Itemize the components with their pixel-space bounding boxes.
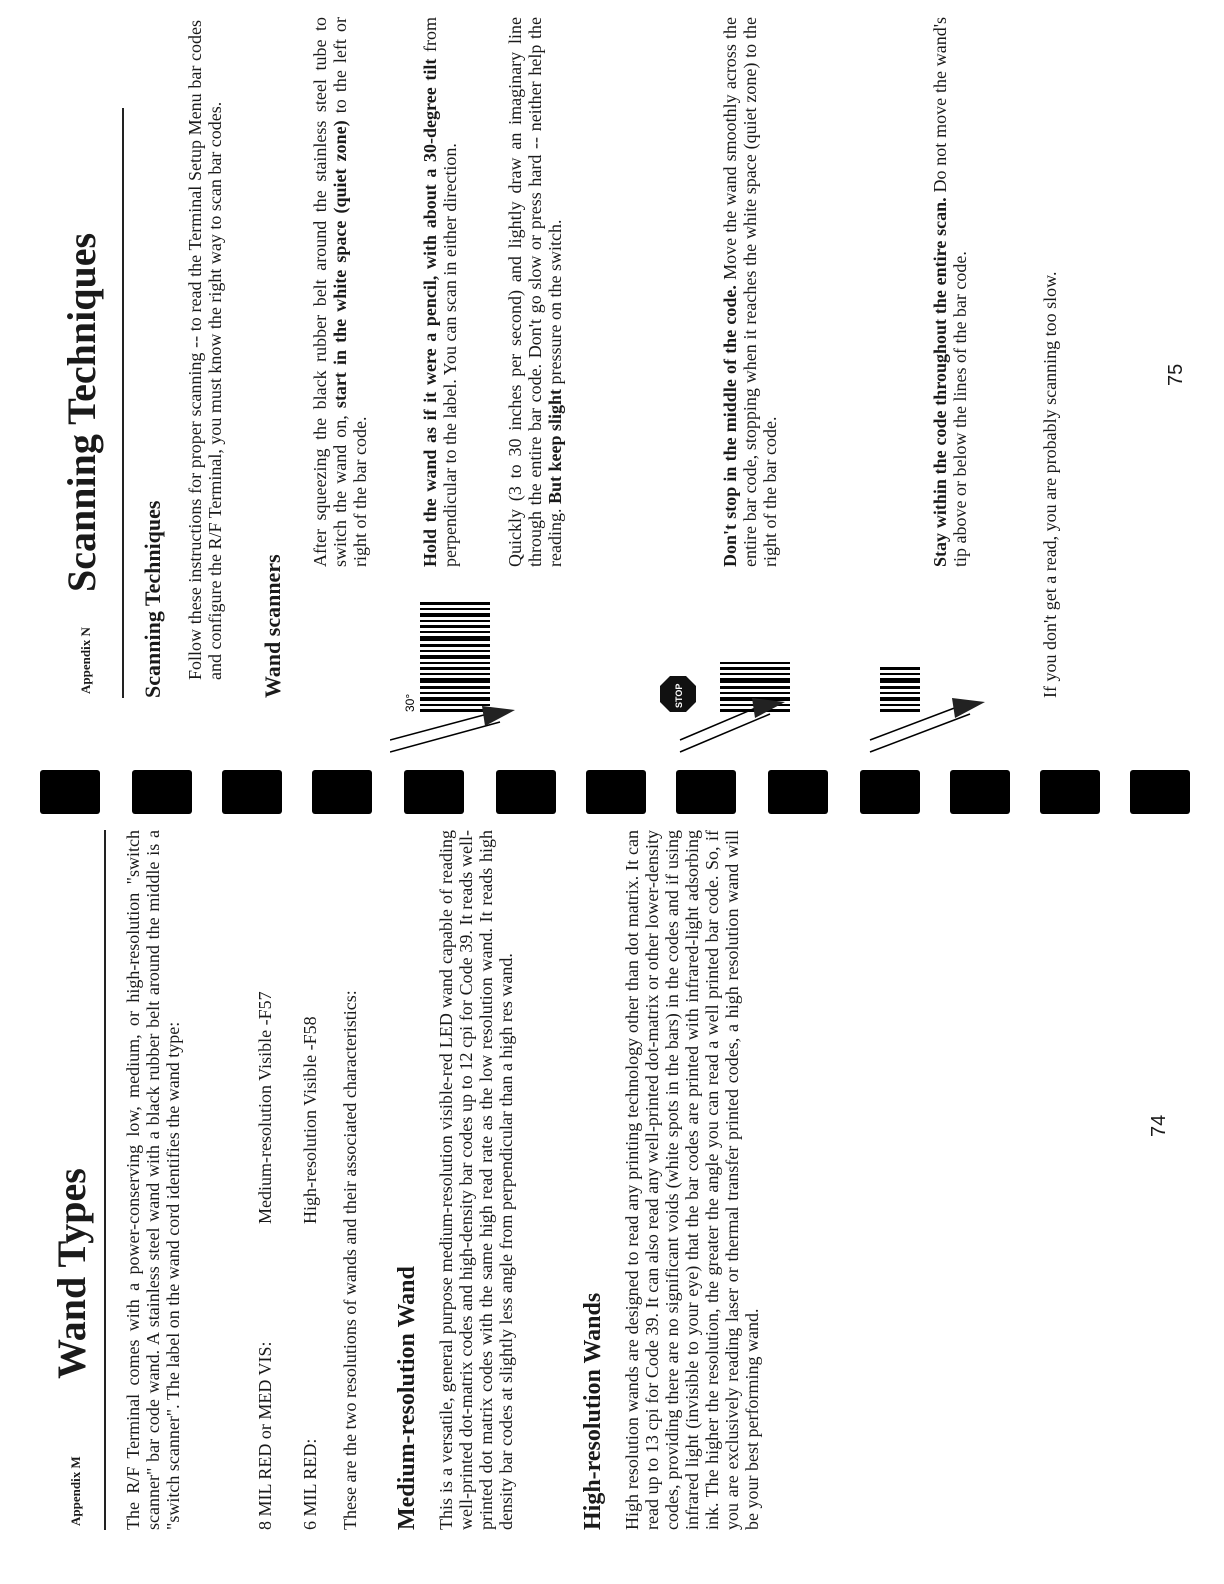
step-2-paragraph: Hold the wand as if it were a pencil, with about a 30-degree tilt from perpendicular to the label. You can scan in either direction. bbox=[420, 17, 460, 567]
step-3-paragraph: Quickly (3 to 30 inches per second) and lightly draw an imaginary line through the entire bar code. Don't go slow or press hard -- neither help the reading. But keep slight pressure on the switch. bbox=[505, 17, 565, 567]
intro-paragraph: Follow these instructions for proper scanning -- to read the Terminal Setup Menu bar codes and configure the R/F Terminal, you must know the right way to scan bar codes. bbox=[185, 20, 225, 680]
wand-type-label-1: 8 MIL RED or MED VIS: bbox=[255, 1341, 275, 1530]
binding-coil bbox=[222, 770, 282, 814]
wand-type-value-2: High-resolution Visible -F58 bbox=[300, 1016, 320, 1224]
binding-coil bbox=[40, 770, 100, 814]
binding-coil bbox=[312, 770, 372, 814]
page-number: 75 bbox=[1165, 363, 1187, 386]
binding-coil bbox=[1040, 770, 1100, 814]
binding-coil bbox=[132, 770, 192, 814]
svg-text:STOP: STOP bbox=[674, 683, 684, 708]
stop-illustration bbox=[660, 662, 790, 752]
header-rule bbox=[104, 830, 106, 1530]
page-number: 74 bbox=[1148, 1114, 1170, 1137]
wand-type-value-1: Medium-resolution Visible -F57 bbox=[255, 991, 275, 1224]
medium-resolution-paragraph: This is a versatile, general purpose medium-resolution visible-red LED wand capable of reading well-printed dot-matrix codes and high-density bar codes up to 12 cpi for Code 39. It reads well-printed dot matrix codes with the same high read rate as the low resolution wand. It reads high density bar codes at slightly less angle from perpendicular than a high res wand. bbox=[436, 830, 516, 1530]
step-5-paragraph: Stay within the code throughout the entire scan. Do not move the wand's tip above or below the lines of the bar code. bbox=[930, 17, 970, 567]
high-resolution-paragraph: High resolution wands are designed to read any printing technology other than dot matrix. It can read up to 13 cpi for Code 39. It can also read any well-printed dot-matrix or other lower-density codes, providing there are no significant voids (white spots in the bars) in the codes and if using infrared light (invisible to your eye) that the bar codes are printed with infrared-light adsorbing ink. The higher the resolution, the greater the angle you can read a well printed bar code. So, if you are exclusively reading laser or thermal transfer printed codes, a high resolution wand will be your best performing wand. bbox=[622, 830, 762, 1530]
step-4-paragraph: Don't stop in the middle of the code. Move the wand smoothly across the entire bar code, stopping when it reaches the white space (quiet zone) to the right of the bar code. bbox=[720, 16, 780, 567]
wand-illustrations bbox=[390, 572, 1010, 792]
binding-coil bbox=[1130, 770, 1190, 814]
section-heading: Scanning Techniques bbox=[140, 500, 165, 698]
wand-scanners-heading: Wand scanners bbox=[260, 554, 285, 698]
high-resolution-heading: High-resolution Wands bbox=[580, 1292, 606, 1530]
tilted-wand-illustration bbox=[390, 602, 515, 752]
appendix-label: Appendix M bbox=[68, 1456, 83, 1526]
wand-type-label-2: 6 MIL RED: bbox=[300, 1438, 320, 1530]
intro-paragraph: The R/F Terminal comes with a power-conserving low, medium, or high-resolution "switch scanner" bar code wand. A stainless steel wand with a black rubber belt around the middle is a "switch scanner". The label on the wand cord identifies the wand type: bbox=[123, 830, 183, 1530]
outro-paragraph: If you don't get a read, you are probably scanning too slow. bbox=[1040, 271, 1060, 698]
medium-resolution-heading: Medium-resolution Wand bbox=[394, 1266, 420, 1530]
resolutions-paragraph: These are the two resolutions of wands and their associated characteristics: bbox=[340, 990, 360, 1530]
step-1-paragraph: After squeezing the black rubber belt around the stainless steel tube to switch the wand on, start in the white space (quiet zone) to the left or right of the bar code. bbox=[310, 16, 370, 567]
page-title: Scanning Techniques bbox=[59, 232, 104, 592]
stay-within-illustration bbox=[870, 667, 985, 752]
page-title: Wand Types bbox=[49, 1168, 94, 1379]
header-rule bbox=[122, 108, 124, 698]
angle-label: 30° bbox=[403, 693, 417, 712]
appendix-label: Appendix N bbox=[78, 627, 93, 694]
